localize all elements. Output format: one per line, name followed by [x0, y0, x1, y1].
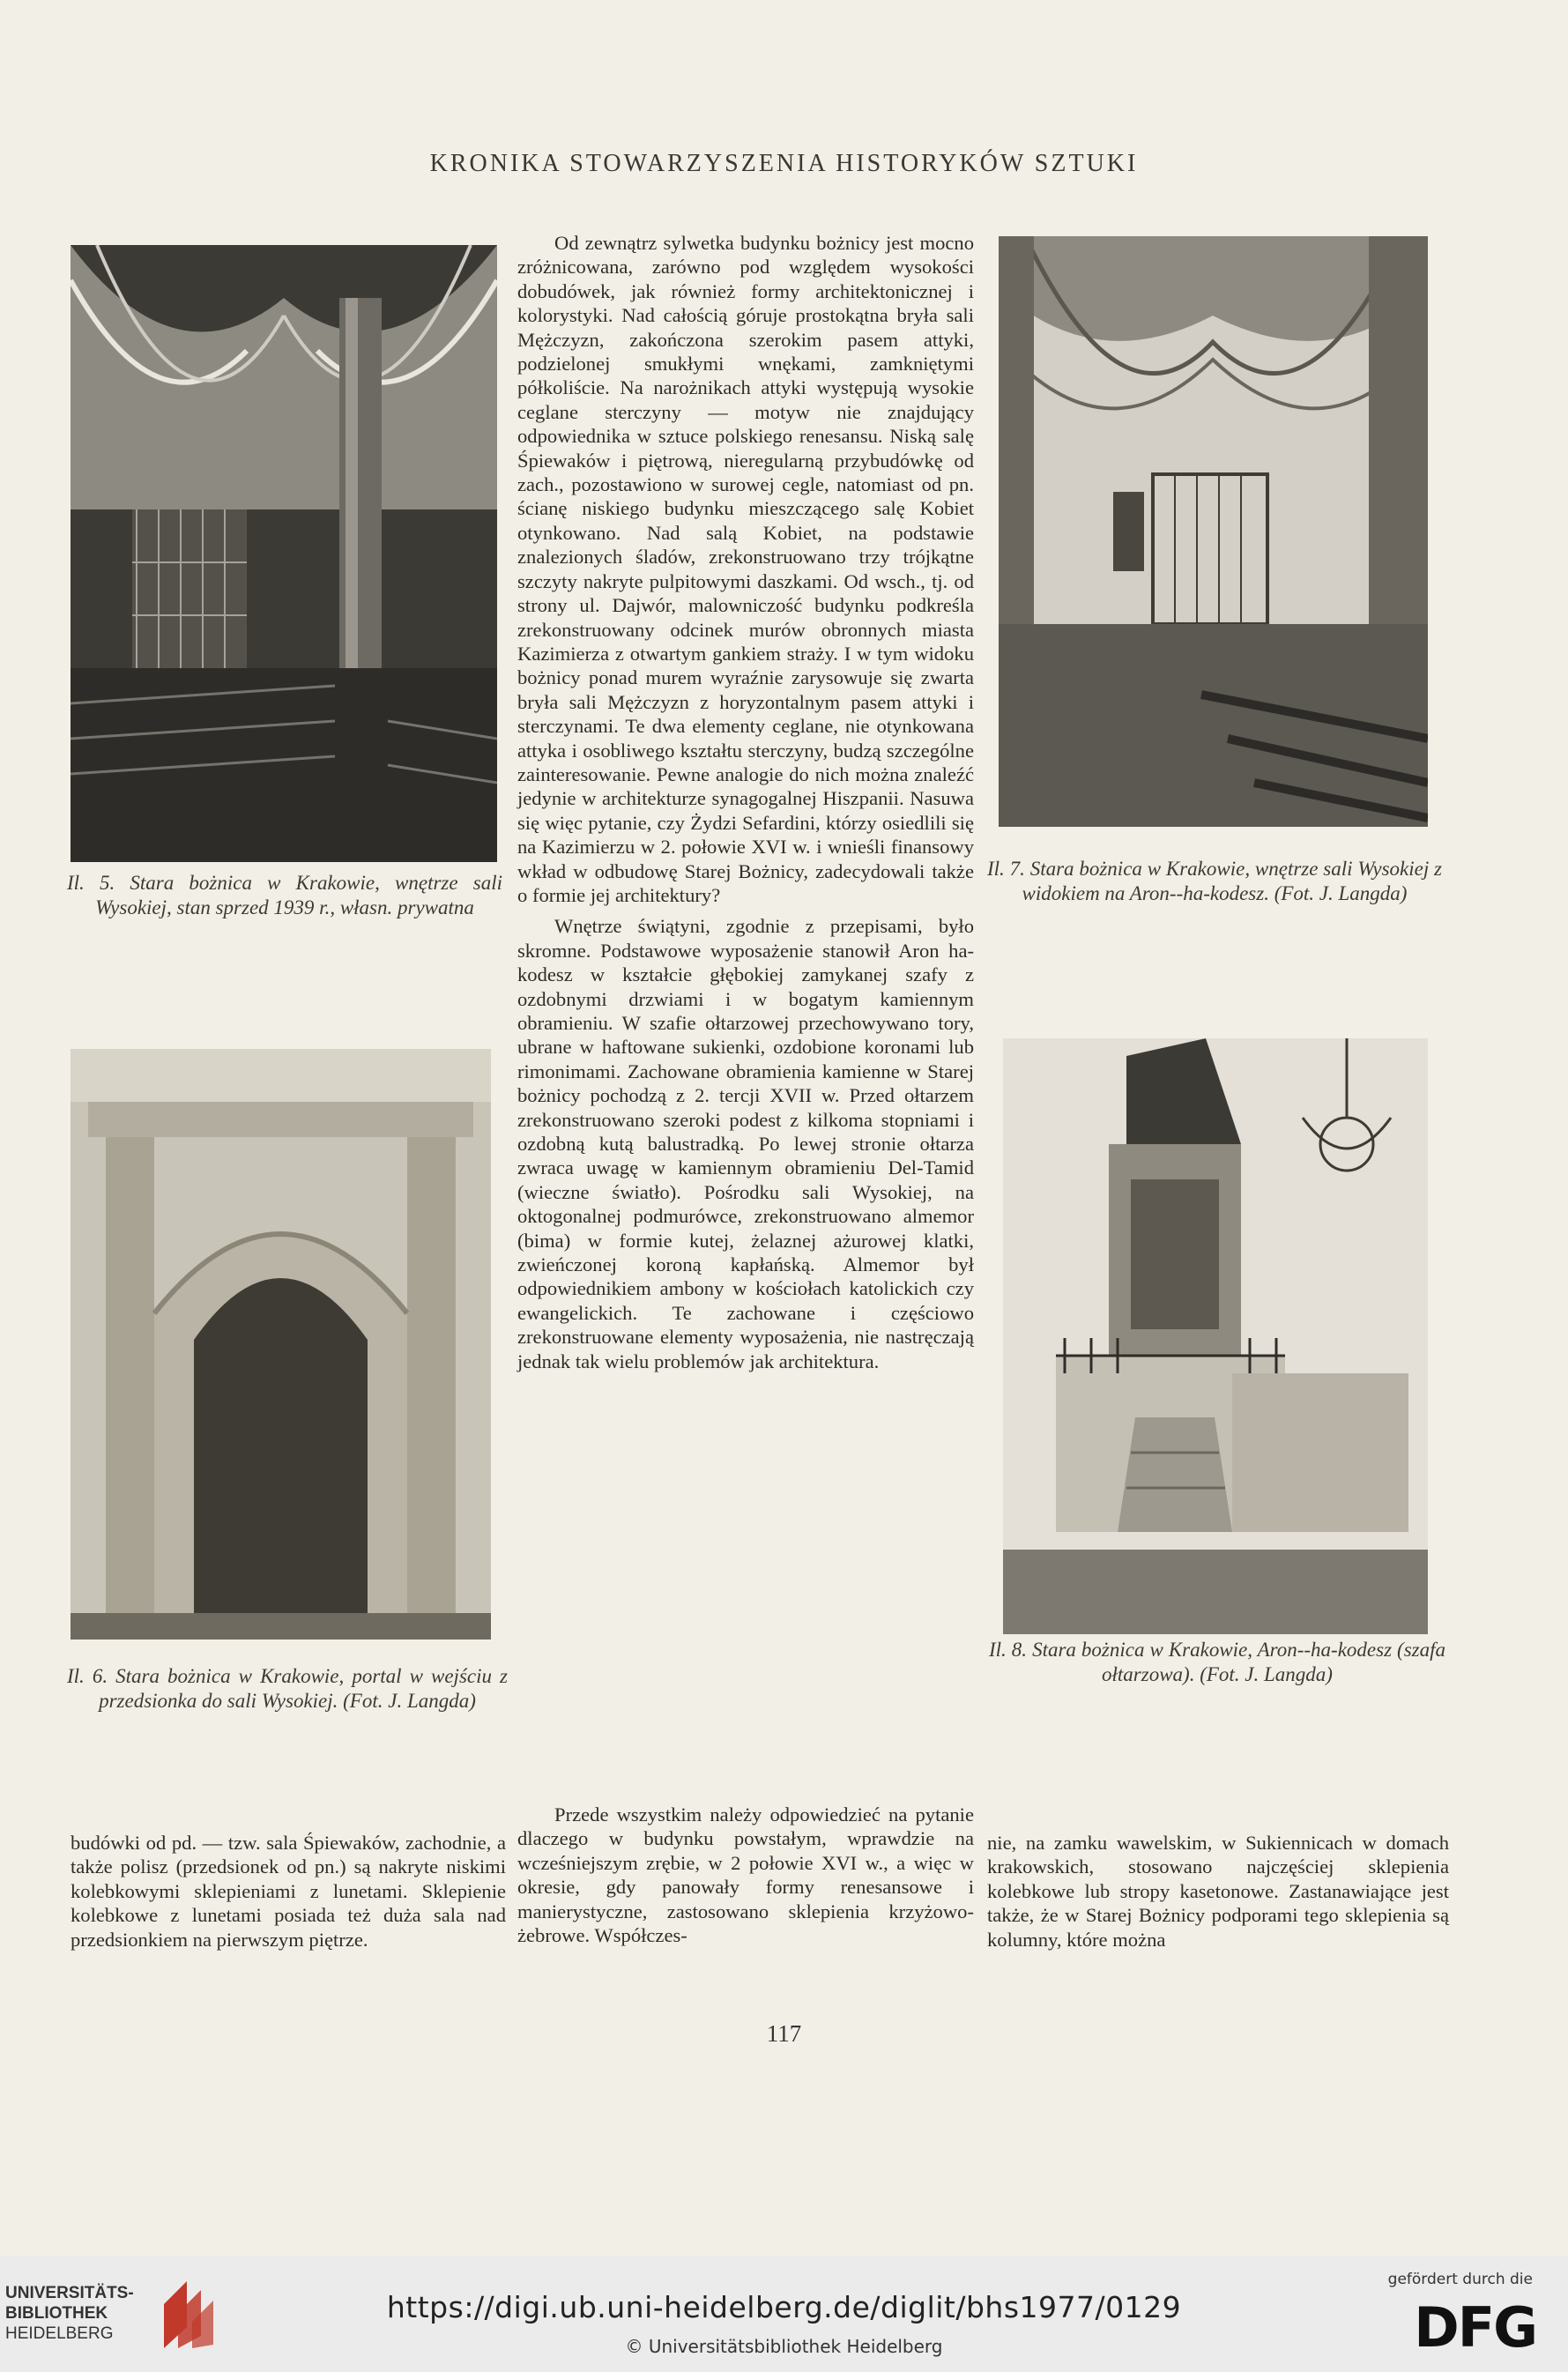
footer-bar [0, 2257, 1568, 2372]
library-line2: BIBLIOTHEK [5, 2304, 108, 2323]
dfg-logo: DFG [1414, 2295, 1536, 2360]
funding-label: gefördert durch die [1387, 2271, 1533, 2288]
running-header: KRONIKA STOWARZYSZENIA HISTORYKÓW SZTUKI [429, 150, 1139, 177]
photo-stone-portal [71, 1049, 491, 1640]
photo-interior-high-hall [71, 245, 497, 862]
middle-column [517, 231, 974, 1373]
bottom-left-text [71, 1831, 506, 1952]
paragraph-exterior: Od zewnątrz sylwetka budynku bożnicy jest mocno zróżnicowana, zarówno pod względem wysokości dobudówek, jak również formy architektonicznej i kolorystyki. Nad całością góruje prostokątna bryła sali Mężczyzn, zakończona szerokim pasem attyki, podzielonej smukłymi wnękami, zamkniętymi półkoliście. Na narożnikach attyki występują wysokie ceglane sterczyny — motyw nie znajdujący odpowiednika w sztuce polskiego renesansu. Niską salę Śpiewaków i piętrową, nieregularną przybudówkę od zach., pozostawiono w surowej cegle, natomiast od pn. ścianę niskiego budynku mieszczącego salę Kobiet otynkowano. Nad salą Kobiet, na podstawie znalezionych śladów, zrekonstruowano trzy trójkątne szczyty nakryte pulpitowymi daszkami. Od wsch., tj. od strony ul. Dajwór, malowniczość budynku podkreśla zrekonstruowany odcinek murów obronnych miasta Kazimierza z otwartym gankiem straży. I w tym widoku bożnicy ponad murem wyraźnie zarysowuje się zwarta bryła sali Mężczyzn z horyzontalnym pasem attyki i sterczynami. Te dwa elementy ceglane, nie otynkowana attyka i osobliwego kształtu sterczyny, budzą szczególne zainteresowanie. Pewne analogie do nich można znaleźć jedynie w architekturze synagogalnej Hiszpanii. Nasuwa się więc pytanie, czy Żydzi Sefardini, którzy osiedlili się na Kazimierzu w 2. połowie XVI w. i wnieśli finansowy wkład w odbudowę Starej Bożnicy, zadecydowali także o formie jej architektury? [517, 232, 974, 906]
document-url[interactable]: https://digi.ub.uni-heidelberg.de/diglit/bhs1977/0129 [386, 2290, 1182, 2324]
page-number: 117 [766, 2020, 802, 2047]
caption-il8: Il. 8. Stara bożnica w Krakowie, Aron--ha-kodesz (szafa ołtarzowa). (Fot. J. Langda) [989, 1639, 1445, 1685]
bottom-middle-text [517, 1803, 974, 1947]
copyright-notice: © Universitätsbibliothek Heidelberg [625, 2336, 943, 2357]
photo-hall-vaults [999, 236, 1428, 827]
paragraph-interior: Wnętrze świątyni, zgodnie z przepisami, było skromne. Podstawowe wyposażenie stanowił Aron ha-kodesz w kształcie głębokiej zamykanej szafy z ozdobnymi drzwiami i w bogatym kamiennym obramieniu. W szafie ołtarzowej przechowywano tory, ubrane w haftowane sukienki, ozdobione koronami lub rimonimami. Zachowane obramienia kamienne w Starej bożnicy pochodzą z 2. tercji XVII w. Przed ołtarzem zrekonstruowano szeroki podest z kilkoma stopniami i ozdobną kutą balustradką. Po lewej stronie ołtarza zwraca uwagę w kamiennym obramieniu Del-Tamid (wieczne światło). Pośrodku sali Wysokiej, na oktogonalnej podmurówce, zrekonstruowano almemor (bima) w formie kutej, żelaznej ażurowej klatki, zwieńczonej koroną kapłańską. Almemor był odpowiednikiem ambony w kościołach katolickich czy ewangelickich. Te zachowane i częściowo zrekonstruowane elementy wyposażenia, nie nastręczają jednak tak wielu problemów jak architektura. [517, 915, 974, 1372]
paragraph-bottom-right: nie, na zamku wawelskim, w Sukiennicach w domach krakowskich, stosowano najczęściej sklepienia kolebkowe lub stropy kasetonowe. Zastanawiające jest także, że w Starej Bożnicy podporami tego sklepienia są kolumny, które można [987, 1832, 1449, 1951]
library-line3: HEIDELBERG [5, 2324, 114, 2343]
caption-il6: Il. 6. Stara bożnica w Krakowie, portal w wejściu z przedsionka do sali Wysokiej. (Fot. J. Langda) [67, 1665, 508, 1712]
paragraph-bottom-middle: Przede wszystkim należy odpowiedzieć na pytanie dlaczego w budynku powstałym, wprawdzie na wcześniejszym zrębie, w 2 połowie XVI w., a więc w okresie, gdy panowały formy renesansowe i manierystyczne, zastosowano sklepienia krzyżowo-żebrowe. Współczes- [517, 1803, 974, 1947]
paragraph-bottom-left: budówki od pd. — tzw. sala Śpiewaków, zachodnie, a także polisz (przedsionek od pn.) są nakryte niskimi kolebkowymi sklepieniami z lunetami. Sklepienie kolebkowe z lunetami posiada też duża sala nad przedsionkiem na pierwszym piętrze. [71, 1832, 506, 1951]
photo-aron-ha-kodesz [1003, 1038, 1428, 1634]
caption-il7: Il. 7. Stara bożnica w Krakowie, wnętrze sali Wysokiej z widokiem na Aron--ha-kodesz. (Fot. J. Langda) [987, 858, 1442, 904]
library-line1: UNIVERSITÄTS- [5, 2284, 134, 2302]
bottom-right-text [987, 1831, 1449, 1952]
caption-il5: Il. 5. Stara bożnica w Krakowie, wnętrze sali Wysokiej, stan sprzed 1939 r., własn. prywatna [67, 872, 502, 918]
